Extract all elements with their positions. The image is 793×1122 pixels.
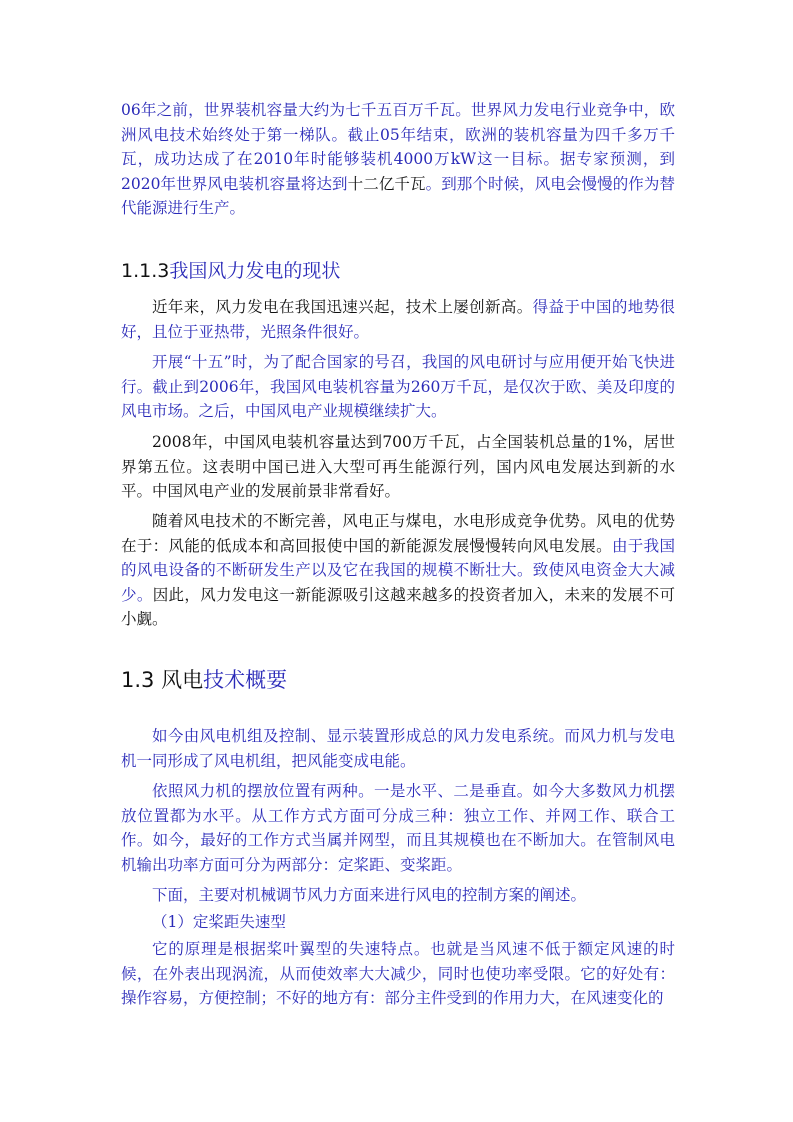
intro-segment-2: 十二亿千瓦 xyxy=(347,174,426,193)
text-segment: 随着风电技术的不断完善，风电正与煤电，水电形成竞争优势。风电的优势在于：风能的低成本和高回报使中国的新能源发展慢慢转向风电发展。 xyxy=(121,512,675,555)
section-title-accent: 技术概要 xyxy=(203,668,288,692)
text-segment: 它的原理是根据桨叶翼型的失速特点。也就是当风速不低于额定风速的时候，在外表出现涡流，从而使效率大大减少，同时也使功率受限。它的好处有：操作容易，方便控制；不好的地方有：部分主件受到的作用力大，在风速变化的 xyxy=(121,940,675,1007)
paragraph-1-3-c xyxy=(121,883,675,908)
text-segment: 下面，主要对机械调节风力方面来进行风电的控制方案的阐述。 xyxy=(152,886,587,904)
paragraph-1-1-3-b xyxy=(121,350,675,424)
intro-paragraph xyxy=(121,98,675,221)
section-number: 1.3 xyxy=(121,668,155,692)
text-segment: 开展“十五”时，为了配合国家的号召，我国的风电研讨与应用便开始飞快进行。截止到2006年，我国风电装机容量为260万千瓦，是仅次于欧、美及印度的风电市场。之后，中国风电产业规模继续扩大。 xyxy=(121,353,675,420)
intro-segment-1: 06年之前，世界装机容量大约为七千五百万千瓦。世界风力发电行业竞争中，欧洲风电技术始终处于第一梯队。截止05年结束，欧洲的装机容量为四千多万千瓦，成功达成了在2010年时能够装机4000万kW这一目标。据专家预测，到2020年世界风电装机容量将达到 xyxy=(121,101,675,193)
paragraph-1-3-d xyxy=(121,910,675,935)
text-segment: 2008年，中国风电装机容量达到700万千瓦，占全国装机总量的1%，居世界第五位。这表明中国已进入大型可再生能源行列，国内风电发展达到新的水平。中国风电产业的发展前景非常看好。 xyxy=(121,433,675,500)
intro-segment-3: 。到那个时候，风电会慢慢的作为替代能源进行生产。 xyxy=(121,174,675,217)
text-segment: （1）定桨距失速型 xyxy=(152,913,286,931)
paragraph-1-3-b xyxy=(121,779,675,877)
text-segment: 因此，风力发电这一新能源吸引这越来越多的投资者加入，未来的发展不可小觑。 xyxy=(121,585,675,628)
text-segment: 近年来，风力发电在我国迅速兴起，技术上屡创新高。 xyxy=(152,298,533,316)
text-segment: 得益于中国的地势很好，且位于亚热带，光照条件很好。 xyxy=(121,298,675,341)
paragraph-1-1-3-d xyxy=(121,509,675,632)
paragraph-1-3-a xyxy=(121,724,675,773)
section-number: 1.1.3 xyxy=(121,260,170,282)
text-segment: 如今由风电机组及控制、显示装置形成总的风力发电系统。而风力机与发电机一同形成了风电机组，把风能变成电能。 xyxy=(121,727,675,770)
text-segment: 依照风力机的摆放位置有两种。一是水平、二是垂直。如今大多数风力机摆放位置都为水平。从工作方式方面可分成三种：独立工作、并网工作、联合工作。如今，最好的工作方式当属并网型，而且其规模也在不断加大。在管制风电机输出功率方面可分为两部分：定桨距、变桨距。 xyxy=(121,782,675,874)
text-segment: 由于我国的风电设备的不断研发生产以及它在我国的规模不断壮大。致使风电资金大大减少。 xyxy=(121,536,675,604)
section-heading-1-1-3 xyxy=(121,258,340,284)
paragraph-1-1-3-c xyxy=(121,430,675,504)
paragraph-1-1-3-a xyxy=(121,295,675,344)
section-title-plain: 风电 xyxy=(161,668,204,692)
paragraph-1-3-e xyxy=(121,937,675,1011)
section-heading-1-3 xyxy=(121,666,287,694)
section-title: 我国风力发电的现状 xyxy=(169,260,341,282)
